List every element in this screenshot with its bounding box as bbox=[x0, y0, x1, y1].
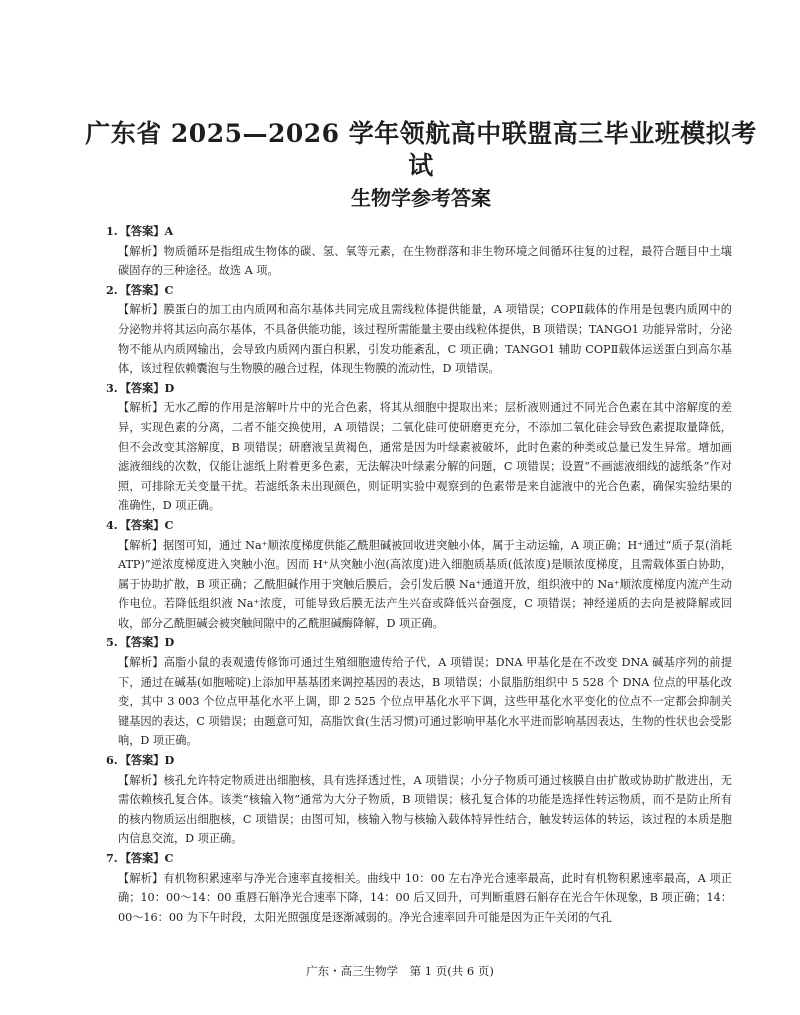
answer-line bbox=[106, 516, 732, 536]
explanation-text: 【解析】膜蛋白的加工由内质网和高尔基体共同完成且需线粒体提供能量，A 项错误；COPⅡ载体的作用是包裹内质网中的分泌物并将其运向高尔基体，不具备供能功能，该过程所需能量主要由线粒体提供，B 项错误；TANGO1 功能异常时，分泌物不能从内质网输出，会导致内质网内蛋白积累，引发功能紊乱，C 项正确；TANGO1 辅助 COPⅡ载体运送蛋白到高尔基体，该过程依赖囊泡与生物膜的融合过程，体现生物膜的流动性，D 项错误。 bbox=[118, 303, 732, 376]
answer-line bbox=[106, 222, 732, 242]
answer-label: 【答案】C bbox=[119, 517, 174, 532]
question-number: 5. bbox=[106, 635, 118, 650]
explanation-text: 【解析】物质循环是指组成生物体的碳、氢、氧等元素，在生物群落和非生物环境之间循环往复的过程，最符合题目中土壤碳固存的三种途径。故选 A 项。 bbox=[118, 244, 732, 278]
question-item-6 bbox=[106, 751, 732, 849]
document-subtitle: 生物学参考答案 bbox=[351, 186, 491, 210]
answer-line bbox=[106, 379, 732, 399]
page-footer: 广东・高三生物学 第 1 页(共 6 页) bbox=[306, 964, 494, 978]
explanation-text: 【解析】无水乙醇的作用是溶解叶片中的光合色素，将其从细胞中提取出来；层析液则通过不同光合色素在其中溶解度的差异，实现色素的分离，二者不能交换使用，A 项错误；二氧化硅可使研磨更充分，不添加二氧化硅会导致色素提取量降低，但不会改变其溶解度，B 项错误；研磨液呈黄褐色，通常是因为叶绿素被破坏，此时色素的种类或总量已发生异常。增加画滤液细线的次数，仅能让滤纸上附着更多色素，无法解决叶绿素分解的问题，C 项错误；设置“不画滤液细线的滤纸条”作对照，可排除无关变量干扰。若滤纸条未出现颜色，则证明实验中观察到的色素带是来自滤液中的光合色素，确保实验结果的准确性，D 项正确。 bbox=[118, 401, 732, 513]
question-item-1 bbox=[106, 222, 732, 281]
question-number: 7. bbox=[106, 851, 118, 865]
answer-line bbox=[106, 849, 732, 869]
answer-label: 【答案】C bbox=[119, 282, 174, 297]
question-item-3 bbox=[106, 379, 732, 516]
answer-label: 【答案】C bbox=[119, 851, 174, 865]
explanation-text: 【解析】据图可知，通过 Na⁺顺浓度梯度供能乙酰胆碱被回收进突触小体，属于主动运输，A 项正确；H⁺通过“质子泵(消耗 ATP)”逆浓度梯度进入突触小泡。因而 H⁺从突触小泡(高浓度)进入细胞质基质(低浓度)是顺浓度梯度，且需载体蛋白协助，属于协助扩散，B 项正确；乙酰胆碱作用于突触后膜后，会引发后膜 Na⁺通道开放，组织液中的 Na⁺顺浓度梯度内流产生动作电位。若降低组织液 Na⁺浓度，可能导致后膜无法产生兴奋或降低兴奋强度，C 项错误；神经递质的去向是被降解或回收，部分乙酰胆碱会被突触间隙中的乙酰胆碱酶降解，D 项正确。 bbox=[118, 538, 732, 630]
question-item-7 bbox=[106, 849, 732, 927]
question-item-4 bbox=[106, 516, 732, 634]
answer-line bbox=[106, 751, 732, 771]
answer-label: 【答案】D bbox=[119, 380, 175, 395]
question-number: 6. bbox=[106, 753, 118, 768]
answer-line bbox=[106, 633, 732, 653]
question-number: 2. bbox=[106, 282, 118, 297]
question-item-5 bbox=[106, 633, 732, 751]
question-number: 4. bbox=[106, 517, 118, 532]
explanation-text: 【解析】有机物积累速率与净光合速率直接相关。曲线中 10：00 左右净光合速率最高，此时有机物积累速率最高，A 项正确；10：00～14：00 重唇石斛净光合速率下降，14：00 后又回升，可判断重唇石斛存在光合午休现象，B 项正确；14：00～16：00 为下午时段，太阳光照强度是逐渐减弱的。净光合速率回升可能是因为正午关闭的气孔 bbox=[118, 871, 732, 924]
question-number: 1. bbox=[106, 224, 118, 238]
question-number: 3. bbox=[106, 380, 118, 395]
answer-label: 【答案】A bbox=[119, 224, 174, 238]
question-item-2 bbox=[106, 281, 732, 379]
explanation-text: 【解析】高脂小鼠的表观遗传修饰可通过生殖细胞遗传给子代，A 项错误；DNA 甲基化是在不改变 DNA 碱基序列的前提下，通过在碱基(如胞嘧啶)上添加甲基基团来调控基因的表达，B 项错误；小鼠脂肪组织中 5 528 个 DNA 位点的甲基化改变，其中 3 003 个位点甲基化水平上调，即 2 525 个位点甲基化水平下调，这些甲基化水平变化的位点不一定都会抑制关键基因的表达，C 项错误；由题意可知，高脂饮食(生活习惯)可通过影响甲基化水平进而影响基因表达，生物的性状也会受影响，D 项正确。 bbox=[118, 656, 732, 748]
answer-label: 【答案】D bbox=[119, 635, 175, 650]
document-title: 广东省 2025—2026 学年领航高中联盟高三毕业班模拟考试 bbox=[85, 119, 757, 180]
explanation-text: 【解析】核孔允许特定物质进出细胞核，具有选择透过性，A 项错误；小分子物质可通过核膜自由扩散或协助扩散进出，无需依赖核孔复合体。该类“核输入物”通常为大分子物质，B 项错误；核孔复合体的功能是选择性转运物质，而不是防止所有的核内物质运出细胞核，C 项错误；由图可知，核输入物与核输入载体特异性结合，触发转运体的转运，该过程的本质是胞内信息交流，D 项正确。 bbox=[118, 773, 732, 846]
answer-label: 【答案】D bbox=[119, 753, 175, 768]
answer-line bbox=[106, 281, 732, 301]
